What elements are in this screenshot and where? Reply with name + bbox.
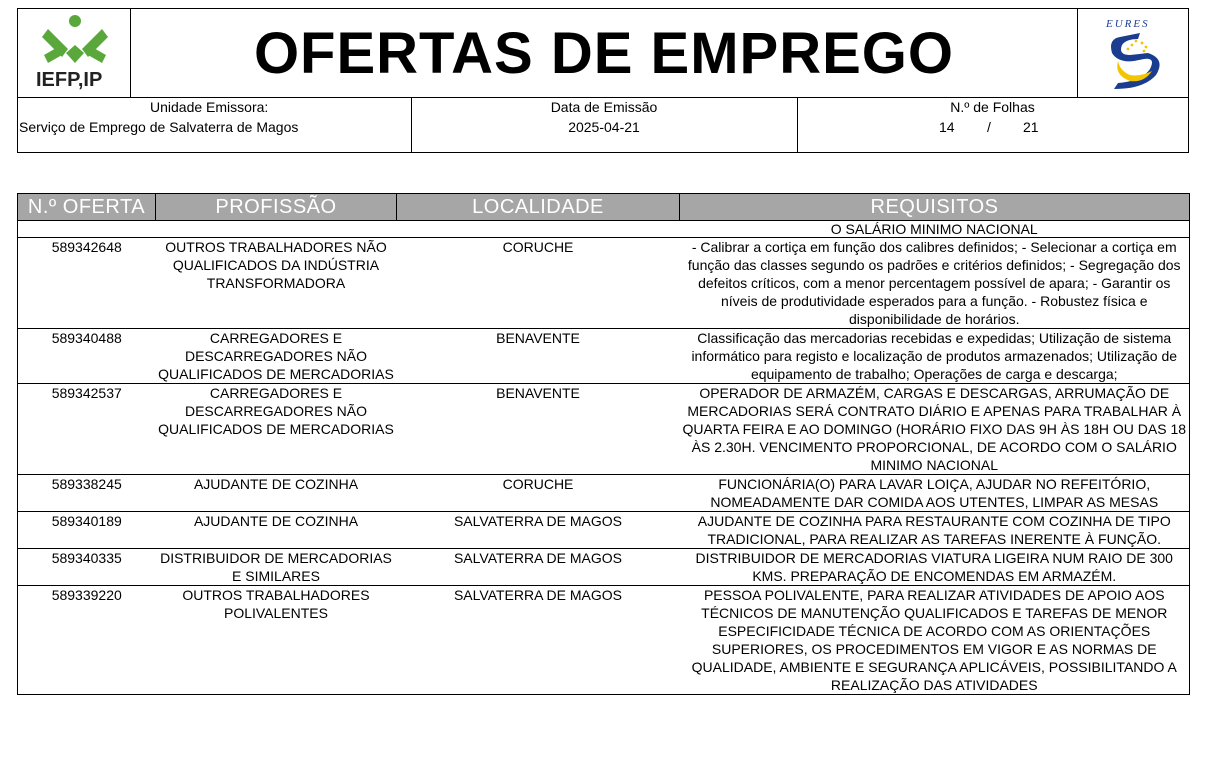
eures-logo-text: EURES [1106,18,1150,30]
continuation-row [18,221,1190,238]
localidade-cell: CORUCHE [397,475,680,512]
column-header-localidade: LOCALIDADE [397,194,680,221]
profissao-cell: AJUDANTE DE COZINHA [156,512,397,549]
requisitos-cell: Classificação das mercadorias recebidas e expedidas; Utilização de sistema informático para registo e localização de produtos armazenados; Utilização de equipamento de trabalho; Operações de carga e descarga; [680,329,1190,384]
profissao-cell: DISTRIBUIDOR DE MERCADORIAS E SIMILARES [156,549,397,586]
oferta-number: 589339220 [18,586,156,695]
requisitos-cell: PESSOA POLIVALENTE, PARA REALIZAR ATIVIDADES DE APOIO AOS TÉCNICOS DE MANUTENÇÃO QUALIFICADOS E TAREFAS DE MENOR ESPECIFICIDADE TÉCNICA DE ACORDO COM AS ORIENTAÇÕES SUPERIORES, OS PROCEDIMENTOS EM VIGOR E AS NORMAS DE QUALIDADE, AMBIENTE E SEGURANÇA APLICÁVEIS, POSSIBILITANDO A REALIZAÇÃO DAS ATIVIDADES [680,586,1190,695]
iefp-logo-icon [18,9,130,69]
profissao-cell: CARREGADORES E DESCARREGADORES NÃO QUALIFICADOS DE MERCADORIAS [156,329,397,384]
table-row [18,586,1190,695]
oferta-number: 589340335 [18,549,156,586]
table-row [18,329,1190,384]
localidade-cell: SALVATERRA DE MAGOS [397,512,680,549]
requisitos-cell: - Calibrar a cortiça em função dos calibres definidos; - Selecionar a cortiça em função das classes segundo os padrões e critérios definidos; - Segregação dos defeitos críticos, com a menor percentagem possível de apara; - Garantir os níveis de produtividade esperados para a função. - Robustez física e disponibilidade de horários. [680,238,1190,329]
iefp-logo-text: IEFP,IP [36,69,103,91]
data-emissao-label: Data de Emissão [550,99,658,115]
table-row [18,512,1190,549]
folha-atual: 14 [939,119,955,135]
column-header-requisitos: REQUISITOS [680,194,1190,221]
localidade-cell: SALVATERRA DE MAGOS [397,586,680,695]
data-emissao-value: 2025-04-21 [568,119,640,135]
profissao-cell: OUTROS TRABALHADORES POLIVALENTES [156,586,397,695]
oferta-number: 589342648 [18,238,156,329]
data-emissao-cell [411,97,798,152]
requisitos-cell: DISTRIBUIDOR DE MERCADORIAS VIATURA LIGEIRA NUM RAIO DE 300 KMS. PREPARAÇÃO DE ENCOMENDAS EM ARMAZÉM. [680,549,1190,586]
oferta-number: 589342537 [18,384,156,475]
table-row [18,549,1190,586]
job-offers-table [17,193,1190,695]
localidade-cell: BENAVENTE [397,384,680,475]
oferta-number: 589338245 [18,475,156,512]
column-header-oferta: N.º OFERTA [18,194,156,221]
iefp-logo [18,9,131,97]
localidade-cell: CORUCHE [397,238,680,329]
column-header-profissao: PROFISSÃO [156,194,397,221]
table-row [18,475,1190,512]
profissao-cell: CARREGADORES E DESCARREGADORES NÃO QUALIFICADOS DE MERCADORIAS [156,384,397,475]
issue-info-row [17,97,1189,153]
oferta-number: 589340189 [18,512,156,549]
folha-total: 21 [1023,119,1039,135]
localidade-cell: BENAVENTE [397,329,680,384]
requisitos-cell: FUNCIONÁRIA(O) PARA LAVAR LOIÇA, AJUDAR NO REFEITÓRIO, NOMEADAMENTE DAR COMIDA AOS UTENTES, LIMPAR AS MESAS [680,475,1190,512]
profissao-cell: AJUDANTE DE COZINHA [156,475,397,512]
oferta-number: 589340488 [18,329,156,384]
unidade-emissora-label: Unidade Emissora: [150,99,269,115]
profissao-cell: OUTROS TRABALHADORES NÃO QUALIFICADOS DA INDÚSTRIA TRANSFORMADORA [156,238,397,329]
document-header [17,8,1189,98]
table-row [18,238,1190,329]
requisitos-cell: AJUDANTE DE COZINHA PARA RESTAURANTE COM COZINHA DE TIPO TRADICIONAL, PARA REALIZAR AS TAREFAS INERENTE À FUNÇÃO. [680,512,1190,549]
requisitos-cell: OPERADOR DE ARMAZÉM, CARGAS E DESCARGAS, ARRUMAÇÃO DE MERCADORIAS SERÁ CONTRATO DIÁRIO E APENAS PARA TRABALHAR À QUARTA FEIRA E AO DOMINGO (HORÁRIO FIXO DAS 9H ÀS 18H OU DAS 18 ÀS 2.30H. VENCIMENTO PROPORCIONAL, DE ACORDO COM O SALÁRIO MINIMO NACIONAL [680,384,1190,475]
localidade-cell: SALVATERRA DE MAGOS [397,549,680,586]
page-title: OFERTAS DE EMPREGO [253,20,955,86]
table-header-row [18,194,1190,221]
continuation-text: O SALÁRIO MINIMO NACIONAL [680,221,1190,238]
folha-separator: / [987,119,991,135]
table-row [18,384,1190,475]
folhas-label: N.º de Folhas [950,99,1035,115]
folhas-cell [797,97,1188,152]
eures-logo-icon [1078,9,1188,97]
unidade-emissora-value: Serviço de Emprego de Salvaterra de Magos [19,119,299,135]
eures-logo [1077,9,1188,97]
unidade-emissora-cell [18,97,412,152]
